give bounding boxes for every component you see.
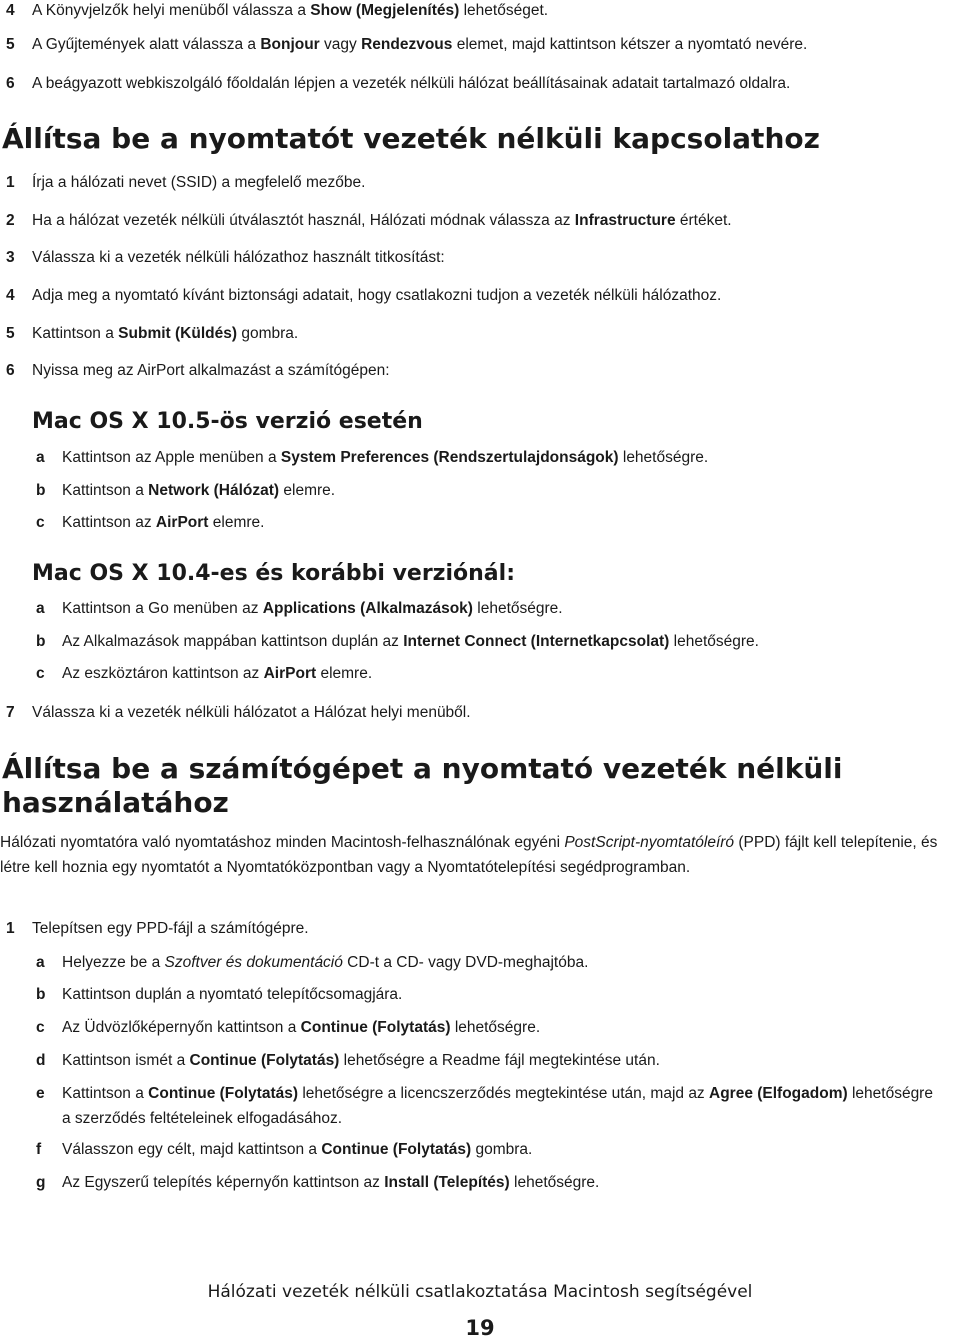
footer-title: Hálózati vezeték nélküli csatlakoztatása Macintosh segítségével <box>207 1282 753 1302</box>
step-number: 6 <box>6 75 15 92</box>
list-item-letter: e <box>36 1085 45 1102</box>
subsection-heading: Mac OS X 10.4-es és korábbi verziónál: <box>32 561 515 586</box>
list-item: Kattintson a Continue (Folytatás) lehetőségre a licencszerződés megtekintése után, majd az Agree (Elfogadom) lehetőségre a szerződés feltételeinek elfogadásához. <box>62 1085 933 1127</box>
document-page: 4 A Könyvjelzők helyi menüből válassza a Show (Megjelenítés) lehetőséget. 5 A Gyűjtemények alatt válassza a Bonjour vagy Rendezvous elemet, majd kattintson kétszer a nyomtató nevére. 6 A beágyazott webkiszolgáló főoldalán lépjen a vezeték nélküli hálózat beállításainak adatait tartalmazó oldalra. Állítsa be a nyomtatót vezeték nélküli kapcsolathoz 1 Írja a hálózati nevet (SSID) a megfelelő mezőbe. 2 Ha a hálózat vezeték nélküli útválasztót használ, Hálózati módnak válassza az Infrastructure értéket. 3 Válassza ki a vezeték nélküli hálózathoz használt titkosítást: 4 Adja meg a nyomtató kívánt biztonsági adatait, hogy csatlakozni tudjon a vezeték nélküli hálózathoz. 5 Kattintson a Submit (Küldés) gombra. 6 Nyissa meg az AirPort alkalmazást a számítógépen: Mac OS X 10.5-ös verzió esetén a Kattintson az Apple menüben a System Preferences (Rendszertulajdonságok) lehetőségre. b Kattintson a Network (Hálózat) elemre. c Kattintson az AirPort elemre. Mac OS X 10.4-es és korábbi verziónál: a Kattintson a Go menüben az Applications (Alkalmazások) lehetőségre. b Az Alkalmazások mappában kattintson duplán az Internet Connect (Internetkapcsolat) lehetőségre. c Az eszköztáron kattintson az AirPort elemre. 7 Válassza ki a vezeték nélküli hálózatot a Hálózat helyi menüből. Állítsa be a számítógépet a nyomtató vezeték nélküli használatához Hálózati nyomtatóra való nyomtatáshoz minden Macintosh-felhasználónak egyéni PostScript-nyomtatóleíró (PPD) fájlt kell telepítenie, és létre kell hoznia egy nyomtatót a Nyomtatóközpontban vagy a Nyomtatótelepítési segédprogramban. 1 Telepítsen egy PPD-fájl a számítógépre. a Helyezze be a Szoftver és dokumentáció CD-t a CD- vagy DVD-meghajtóba. b Kattintson duplán a nyomtató telepítőcsomagjára. c Az Üdvözlőképernyőn kattintson a Continue (Folytatás) lehetőségre. d Kattintson ismét a Continue (Folytatás) lehetőségre a Readme fájl megtekintése után. e Kattintson a Continue (Folytatás) lehetőségre a licencszerződés megtekintése után, majd az Agree (Elfogadom) lehetőségre a szerződés feltételeinek elfogadásához. f Válasszon egy célt, majd kattintson a Continue (Folytatás) gombra. g Az Egyszerű telepítés képernyőn kattintson az Install (Telepítés) lehetőségre. Hálózati vezeték nélküli csatlakoztatása Macintosh segítségével 19 <box>0 0 960 1340</box>
section-heading: Állítsa be a számítógépet a nyomtató vezeték nélküli használatához <box>2 752 843 819</box>
section-heading: Állítsa be a nyomtatót vezeték nélküli kapcsolathoz <box>2 122 820 155</box>
step-number: 4 <box>6 2 15 19</box>
subsection-heading: Mac OS X 10.5-ös verzió esetén <box>32 409 423 434</box>
intro-paragraph: Hálózati nyomtatóra való nyomtatáshoz minden Macintosh-felhasználónak egyéni PostScript-nyomtatóleíró (PPD) fájlt kell telepítenie, és létre kell hoznia egy nyomtatót a Nyomtatóközpontban vagy a Nyomtatótelepítési segédprogramban. <box>0 834 938 876</box>
step-number: 5 <box>6 36 15 53</box>
page-number: 19 <box>465 1316 495 1340</box>
